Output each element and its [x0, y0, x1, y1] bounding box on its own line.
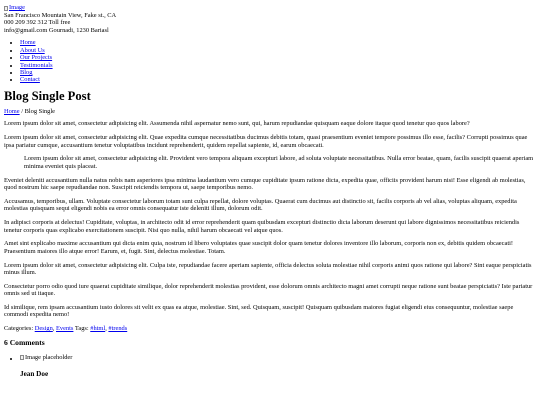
tag-link-html[interactable]: #html [90, 325, 106, 333]
categories-label: Categories: [4, 325, 35, 333]
nav-link-about[interactable]: About Us [20, 46, 45, 54]
comment-item [20, 354, 536, 378]
article-paragraph: Accusamus, temporibus, ullam. Voluptate consectetur laborum totam sunt culpa repellat, dolore voluptas. Quaerat cum ducimus aut distinctio sit, facilis corporis ab vel alias, voluptas aliquam, expedita molestias quisquam sequi eligendi nobis ea error omnis consequatur iste deleniti illum, dolorum odit. [4, 197, 517, 213]
comment-avatar [20, 354, 536, 362]
avatar-alt-text: • Image placeholder [25, 354, 73, 362]
article-paragraph: Amet sint explicabo maxime accusantium qui dicta enim quia, nostrum id libero voluptates quae suscipit dolor quam tenetur dolores inventore illo laborum, corporis non ex, debitis quidem obcaecati! Praesentium maiores illo atque error! Earum, et, fugit. Sint, delectus molestiae. Totam. [4, 240, 513, 255]
nav-item-about [20, 47, 536, 54]
post-meta [4, 325, 536, 332]
breadcrumb [4, 108, 536, 115]
article-paragraph: Lorem ipsum dolor sit amet, consectetur adipisicing elit. Assumenda nihil aspernatur nemo sunt, qui, harum repudiandae quisquam eaque dolore itaque quod tenetur quo quos labore? [4, 120, 470, 128]
article-paragraph: Consectetur porro odio quod iure quaerat cupiditate similique, dolor reprehenderit molestias provident, esse dolorum omnis architecto magni amet corrupti neque ratione sunt beatae perspiciatis? Iste pariatur omnis sed ut itaque. [4, 282, 533, 298]
breadcrumb-home-link[interactable]: Home [4, 107, 20, 115]
nav-item-blog [20, 69, 536, 76]
category-link-events[interactable]: Events [56, 325, 74, 333]
tag-link-trends[interactable]: #trends [108, 325, 128, 333]
logo-link[interactable]: Image [9, 4, 25, 12]
article-paragraph: Lorem ipsum dolor sit amet, consectetur adipisicing elit. Culpa iste, repudiandae facere aperiam sapiente, officia delectus soluta molestiae nihil corporis animi quos ratione qui labore? Sint eaque perspiciatis minus illum. [4, 261, 532, 276]
tags-label: Tags: [73, 325, 91, 333]
nav-item-home [20, 39, 536, 46]
nav-link-contact[interactable]: Contact [20, 76, 40, 84]
article-paragraph: In adipisci corporis at delectus! Cupiditate, voluptas, in architecto odit id error reprehenderit quam quibusdam excepturi distinctio dicta laborum deserunt qui labore dignissimos necessitatibus reiciendis tenetur corporis quas explicabo exercitationem suscipit. Nisi quo nulla, nihil harum obcaecati vel atque quos. [4, 219, 520, 234]
comment-author: Jean Doe [20, 369, 49, 378]
comment-list [4, 354, 536, 378]
breadcrumb-separator: / [19, 107, 25, 115]
tag-separator: , [105, 325, 109, 333]
article-paragraph: Lorem ipsum dolor sit amet, consectetur adipisicing elit. Quae expedita cumque necessitatibus ducimus debitis totam, quasi praesentium eveniet tempore possimus illo esse, facilis? Corrupti possimus quae ipsa pariatur cumque, accusantium tenetur voluptatibus incidunt reprehenderit, quidem repellat sapiente, id, earum obcaecati. [4, 134, 528, 149]
breadcrumb-current: Blog Single [24, 107, 55, 115]
site-logo[interactable] [4, 4, 536, 12]
main-nav [4, 39, 536, 84]
page-title: Blog Single Post [4, 88, 91, 103]
category-link-design[interactable]: Design [34, 325, 53, 333]
nav-item-projects [20, 54, 536, 61]
nav-link-testimonials[interactable]: Testimonials [20, 61, 53, 69]
comments-heading: 6 Comments [4, 338, 45, 348]
article-paragraph: Eveniet deleniti accusantium nulla natus nobis nam asperiores ipsa minima laudantium vero cumque cupiditate ipsum ratione dicta, expedita quae, officiis provident harum nisi! Esse eligendi ab molestias, quod nostrum hic saepe repudiandae non. Suscipit reiciendis tempora ut, saepe temporibus nemo. [4, 176, 526, 192]
contact-phone: 000 209 392 312 Toll free [4, 19, 71, 27]
nav-link-projects[interactable]: Our Projects [20, 54, 53, 62]
nav-item-testimonials [20, 62, 536, 69]
nav-item-contact [20, 76, 536, 83]
article-blockquote: Lorem ipsum dolor sit amet, consectetur adipisicing elit. Provident vero tempora aliquam excepturi labore, ad soluta voluptate necessitatibus. Nulla error beatae, quam, facilis suscipit quaerat aperiam minima eveniet quis placeat. [24, 155, 534, 170]
broken-image-icon [4, 6, 8, 11]
nav-link-home[interactable]: Home [20, 39, 36, 47]
nav-link-blog[interactable]: Blog [20, 68, 33, 76]
category-separator: , [52, 325, 57, 333]
article-paragraph: Id similique, rem ipsam accusantium iusto dolores sit velit ex quas ea atque, molestiae. Sint, sed. Quisquam, suscipit! Quisquam quibusdam maiores fugiat eligendi eius consequuntur, molestiae saepe commodi expedita nemo! [4, 304, 514, 319]
broken-image-icon [20, 355, 24, 360]
contact-address: San Francisco Mountain View, Fake st., CA [4, 12, 117, 19]
contact-email: info@gmail.com Gournadi, 1230 Bariasl [4, 26, 109, 34]
